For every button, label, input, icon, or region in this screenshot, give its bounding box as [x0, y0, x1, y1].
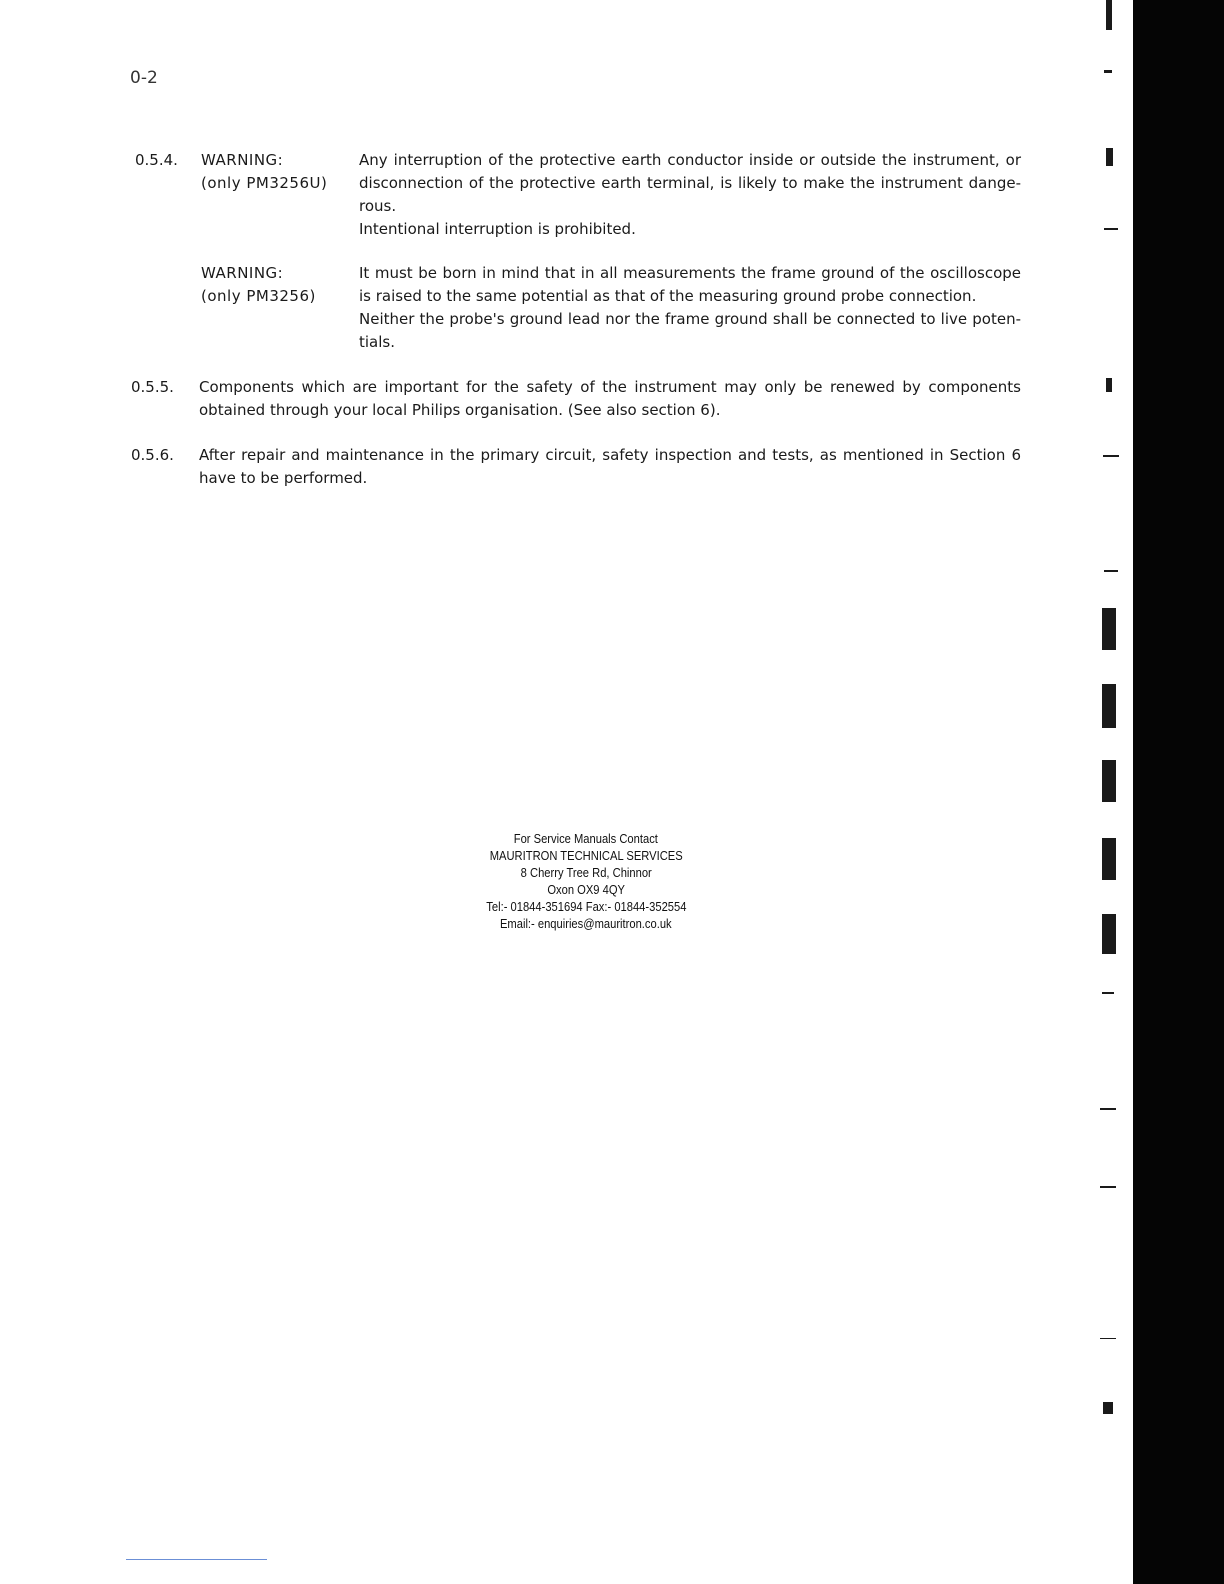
service-contact-stamp	[466, 830, 706, 932]
binding-hole-mark	[1102, 838, 1116, 880]
contact-line: For Service Manuals Contact	[513, 831, 659, 846]
warning-paragraph: Any interruption of the protective earth conductor inside or outside the instrument, or disconnection of the protective earth terminal, is likely to make the instrument dange- rous.	[359, 151, 1021, 215]
contact-email: Email:- enquiries@mauritron.co.uk	[500, 916, 672, 931]
warning-label	[201, 149, 351, 195]
contact-line: Oxon OX9 4QY	[547, 882, 625, 897]
warning-scope: (only PM3256U)	[201, 174, 328, 192]
scan-mark	[1104, 70, 1112, 73]
section-0-5-4	[131, 149, 1021, 359]
scan-mark	[1103, 1402, 1113, 1414]
warning-paragraph: It must be born in mind that in all measurements the frame ground of the oscilloscope is raised to the same potential as that of the measuring ground probe connection.	[359, 264, 1021, 305]
warning-paragraph: Neither the probe's ground lead nor the frame ground shall be connected to live poten- tials.	[359, 310, 1021, 351]
scan-mark	[1106, 378, 1112, 392]
warning-scope: (only PM3256)	[201, 287, 316, 305]
scan-edge-strip	[1133, 0, 1224, 1584]
warning-text	[359, 149, 1021, 241]
section-text: After repair and maintenance in the primary circuit, safety inspection and tests, as mentioned in Section 6 have to be performed.	[199, 446, 1021, 487]
contact-company: MAURITRON TECHNICAL SERVICES	[489, 848, 683, 863]
binding-hole-mark	[1102, 684, 1116, 728]
scan-mark	[1106, 0, 1112, 30]
bottom-rule	[126, 1559, 267, 1560]
binding-hole-mark	[1102, 608, 1116, 650]
section-number: 0.5.5.	[131, 378, 174, 396]
contact-phone: Tel:- 01844-351694 Fax:- 01844-352554	[485, 899, 687, 914]
warning-text	[359, 262, 1021, 354]
warning-paragraph: Intentional interruption is prohibited.	[359, 220, 636, 238]
section-number: 0.5.4.	[135, 151, 178, 169]
scan-mark	[1102, 992, 1114, 994]
page-number: 0-2	[130, 68, 158, 88]
binding-hole-mark	[1102, 760, 1116, 802]
section-number: 0.5.6.	[131, 446, 174, 464]
scan-mark	[1103, 455, 1119, 457]
section-text: Components which are important for the safety of the instrument may only be renewed by components obtained through your local Philips organisation. (See also section 6).	[199, 378, 1021, 419]
contact-line: 8 Cherry Tree Rd, Chinnor	[520, 865, 652, 880]
scan-mark	[1100, 1338, 1116, 1339]
warning-label	[201, 262, 351, 308]
scan-mark	[1100, 1186, 1116, 1188]
section-0-5-6	[131, 444, 1021, 494]
section-0-5-5	[131, 376, 1021, 426]
scan-mark	[1106, 148, 1113, 166]
scan-mark	[1100, 1108, 1116, 1110]
binding-hole-mark	[1102, 914, 1116, 954]
warning-heading: WARNING:	[201, 151, 284, 169]
scan-mark	[1104, 228, 1118, 230]
warning-heading: WARNING:	[201, 264, 284, 282]
scan-mark	[1104, 570, 1118, 572]
